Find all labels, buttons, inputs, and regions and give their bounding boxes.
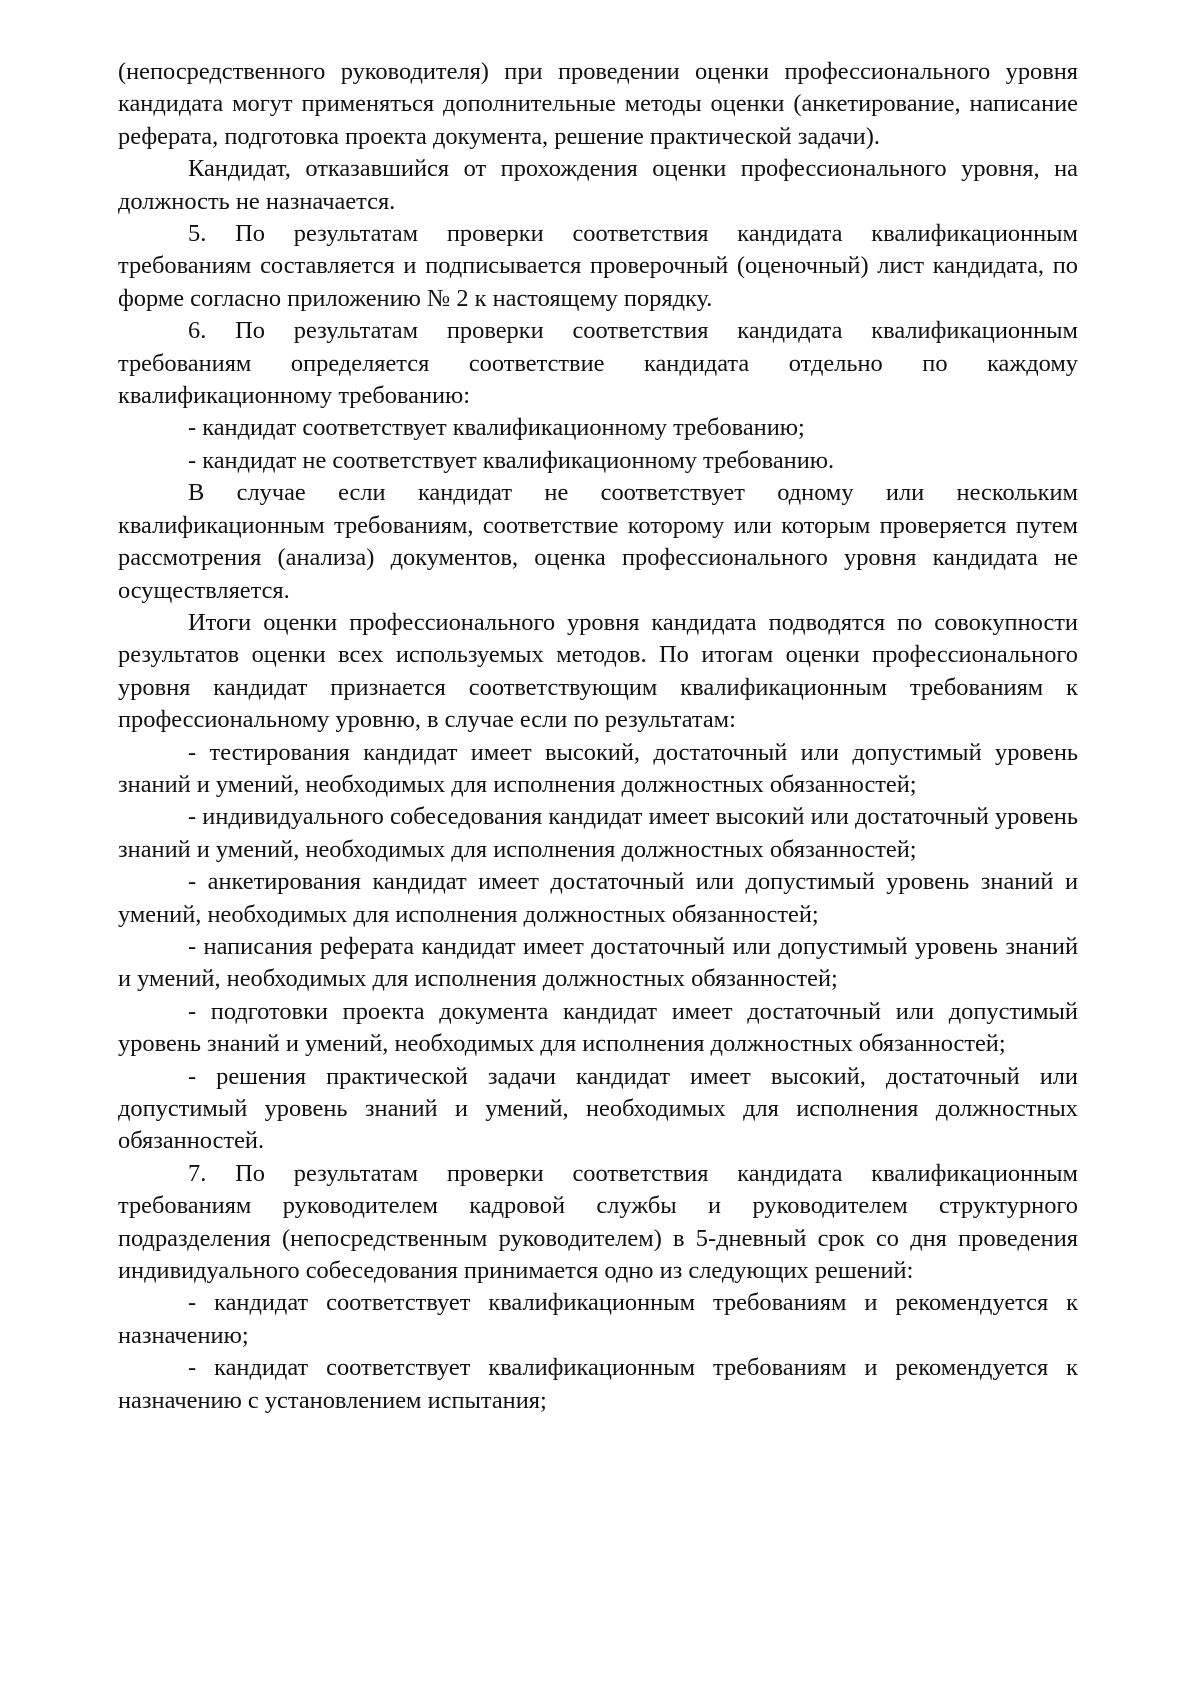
list-item-9: - кандидат соответствует квалификационным требованиям и рекомендуется к назначению; — [118, 1289, 1078, 1349]
paragraph-7: 7. По результатам проверки соответствия кандидата квалификационным требованиям руководителем кадровой службы и руководителем структурного подразделения (непосредственным руководителем) в 5-дневный срок со дня проведения индивидуального собеседования принимается одно из следующих решений: — [118, 1159, 1078, 1285]
paragraph-6: Итоги оценки профессионального уровня кандидата подводятся по совокупности результатов оценки всех используемых методов. По итогам оценки профессионального уровня кандидат признается соответствующим квалификационным требованиям к профессиональному уровню, в случае если по результатам: — [118, 608, 1078, 734]
paragraph-1: (непосредственного руководителя) при проведении оценки профессионального уровня кандидата могут применяться дополнительные методы оценки (анкетирование, написание реферата, подготовка проекта документа, решение практической задачи). — [118, 58, 1078, 150]
list-item-3: - тестирования кандидат имеет высокий, достаточный или допустимый уровень знаний и умений, необходимых для исполнения должностных обязанностей; — [118, 738, 1078, 798]
paragraph-5: В случае если кандидат не соответствует одному или нескольким квалификационным требованиям, соответствие которому или которым проверяется путем рассмотрения (анализа) документов, оценка профессионального уровня кандидата не осуществляется. — [118, 479, 1078, 604]
list-item-7: - подготовки проекта документа кандидат имеет достаточный или допустимый уровень знаний и умений, необходимых для исполнения должностных обязанностей; — [118, 997, 1078, 1058]
list-item-2: - кандидат не соответствует квалификационному требованию. — [188, 446, 835, 474]
paragraph-2: Кандидат, отказавшийся от прохождения оценки профессионального уровня, на должность не назначается. — [118, 155, 1078, 215]
list-item-1: - кандидат соответствует квалификационному требованию; — [188, 414, 805, 442]
list-item-6: - написания реферата кандидат имеет достаточный или допустимый уровень знаний и умений, необходимых для исполнения должностных обязанностей; — [118, 932, 1078, 993]
paragraph-4: 6. По результатам проверки соответствия кандидата квалификационным требованиям определяется соответствие кандидата отдельно по каждому квалификационному требованию: — [118, 317, 1078, 410]
document-page — [118, 56, 1078, 1417]
list-item-10: - кандидат соответствует квалификационным требованиям и рекомендуется к назначению с установлением испытания; — [118, 1354, 1078, 1414]
list-item-4: - индивидуального собеседования кандидат имеет высокий или достаточный уровень знаний и умений, необходимых для исполнения должностных обязанностей; — [118, 803, 1078, 863]
list-item-5: - анкетирования кандидат имеет достаточный или допустимый уровень знаний и умений, необходимых для исполнения должностных обязанностей; — [118, 868, 1078, 928]
list-item-8: - решения практической задачи кандидат имеет высокий, достаточный или допустимый уровень знаний и умений, необходимых для исполнения должностных обязанностей. — [118, 1062, 1078, 1155]
paragraph-3: 5. По результатам проверки соответствия кандидата квалификационным требованиям составляется и подписывается проверочный (оценочный) лист кандидата, по форме согласно приложению № 2 к настоящему порядку. — [118, 220, 1078, 312]
